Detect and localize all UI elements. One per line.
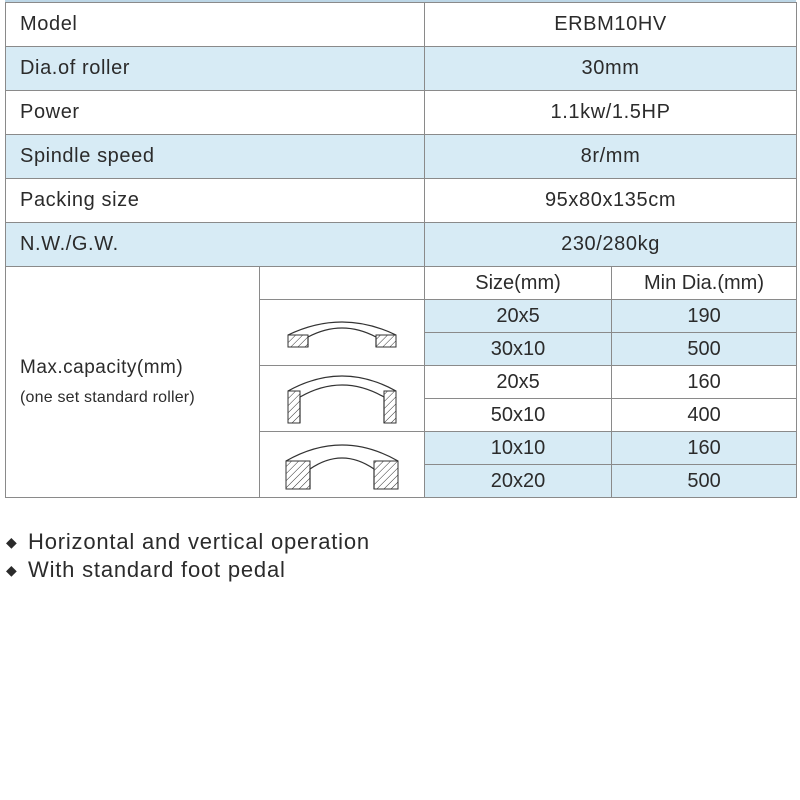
feature-text: With standard foot pedal bbox=[28, 557, 286, 582]
min-dia-cell: 400 bbox=[612, 399, 797, 432]
size-cell: 10x10 bbox=[425, 432, 612, 465]
min-dia-cell: 160 bbox=[612, 432, 797, 465]
spec-value: 30mm bbox=[425, 47, 797, 91]
capacity-sublabel: (one set standard roller) bbox=[20, 389, 195, 406]
spec-label: Spindle speed bbox=[6, 135, 425, 179]
size-cell: 20x20 bbox=[425, 465, 612, 498]
size-cell: 50x10 bbox=[425, 399, 612, 432]
spec-label: Packing size bbox=[6, 179, 425, 223]
spec-label: Model bbox=[6, 3, 425, 47]
spec-row-packing-size bbox=[6, 179, 797, 223]
capacity-label: Max.capacity(mm) bbox=[20, 357, 184, 378]
spec-table bbox=[5, 2, 797, 498]
spec-row-weight bbox=[6, 223, 797, 267]
profile-cell bbox=[260, 300, 425, 366]
diamond-bullet-icon: ◆ bbox=[6, 562, 18, 578]
flat-bar-vertical-icon bbox=[280, 371, 404, 427]
spec-label: Dia.of roller bbox=[6, 47, 425, 91]
size-column-header: Size(mm) bbox=[425, 267, 612, 300]
capacity-header-row bbox=[6, 267, 797, 300]
capacity-label-cell bbox=[6, 267, 260, 498]
size-cell: 20x5 bbox=[425, 300, 612, 333]
min-dia-cell: 160 bbox=[612, 366, 797, 399]
profile-header-cell bbox=[260, 267, 425, 300]
diamond-bullet-icon: ◆ bbox=[6, 534, 18, 550]
profile-cell bbox=[260, 366, 425, 432]
spec-row-spindle-speed bbox=[6, 135, 797, 179]
square-bar-icon bbox=[280, 437, 404, 493]
spec-value: 8r/mm bbox=[425, 135, 797, 179]
spec-row-roller-dia bbox=[6, 47, 797, 91]
size-cell: 20x5 bbox=[425, 366, 612, 399]
feature-list bbox=[6, 528, 370, 584]
feature-text: Horizontal and vertical operation bbox=[28, 529, 370, 554]
size-cell: 30x10 bbox=[425, 333, 612, 366]
spec-value: 230/280kg bbox=[425, 223, 797, 267]
spec-value: 95x80x135cm bbox=[425, 179, 797, 223]
profile-cell bbox=[260, 432, 425, 498]
flat-bar-icon bbox=[282, 313, 402, 353]
min-dia-column-header: Min Dia.(mm) bbox=[612, 267, 797, 300]
spec-label: N.W./G.W. bbox=[6, 223, 425, 267]
spec-value: 1.1kw/1.5HP bbox=[425, 91, 797, 135]
spec-label: Power bbox=[6, 91, 425, 135]
feature-item bbox=[6, 556, 370, 584]
min-dia-cell: 500 bbox=[612, 465, 797, 498]
spec-row-power bbox=[6, 91, 797, 135]
min-dia-cell: 500 bbox=[612, 333, 797, 366]
feature-item bbox=[6, 528, 370, 556]
spec-row-model bbox=[6, 3, 797, 47]
min-dia-cell: 190 bbox=[612, 300, 797, 333]
spec-value: ERBM10HV bbox=[425, 3, 797, 47]
